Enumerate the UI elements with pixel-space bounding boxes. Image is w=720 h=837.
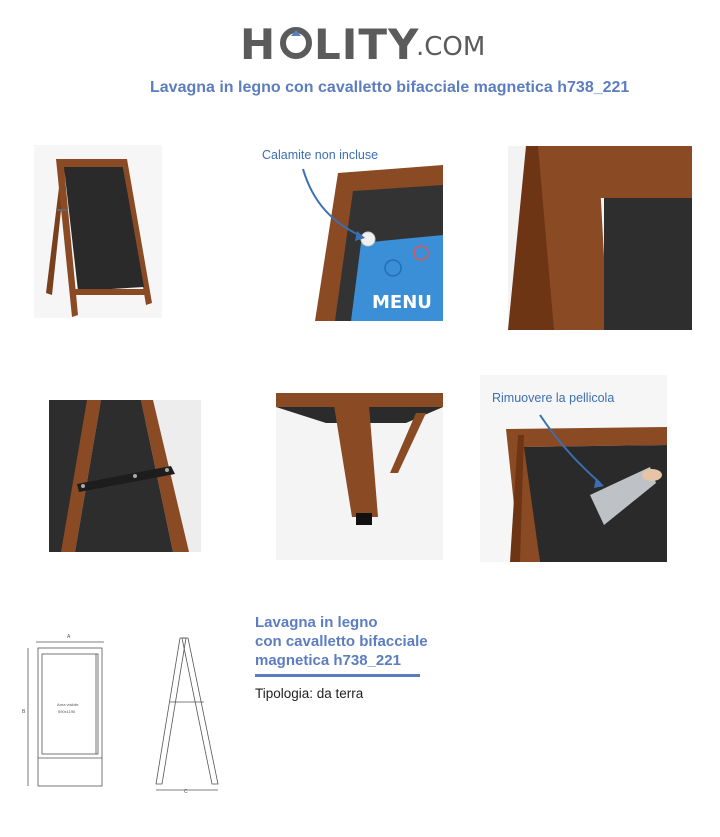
logo-o-icon bbox=[279, 26, 313, 60]
technical-drawing-side bbox=[150, 634, 225, 794]
visible-area-label: Area visibile bbox=[57, 702, 79, 707]
product-photo-hinge bbox=[49, 400, 201, 552]
product-photo-front bbox=[34, 145, 162, 318]
product-title bbox=[255, 613, 455, 670]
dimension-label-a: A bbox=[67, 634, 71, 640]
visible-area-size: 590x1190 bbox=[58, 709, 76, 714]
product-title-line-3: magnetica h738_221 bbox=[255, 652, 401, 669]
logo-suffix: LITY bbox=[314, 20, 420, 69]
menu-sign-text: MENU bbox=[372, 292, 432, 313]
product-type: Tipologia: da terra bbox=[255, 686, 364, 701]
dimension-label-c: C bbox=[184, 789, 188, 795]
callout-remove-film: Rimuovere la pellicola bbox=[492, 391, 615, 405]
logo-domain: .COM bbox=[416, 32, 486, 62]
technical-drawing-front bbox=[20, 630, 140, 790]
product-photo-top-corner bbox=[508, 146, 692, 330]
logo-prefix: H bbox=[240, 20, 277, 69]
title-underline bbox=[255, 674, 420, 677]
holity-logo[interactable] bbox=[240, 18, 485, 70]
product-title-line-1: Lavagna in legno bbox=[255, 614, 378, 631]
product-photo-leg bbox=[276, 393, 443, 560]
dimension-label-b: B bbox=[22, 709, 26, 715]
product-title-line-2: con cavalletto bifacciale bbox=[255, 633, 428, 650]
page-title: Lavagna in legno con cavalletto bifacciale magnetica h738_221 bbox=[150, 79, 630, 96]
callout-magnets: Calamite non incluse bbox=[262, 148, 379, 162]
